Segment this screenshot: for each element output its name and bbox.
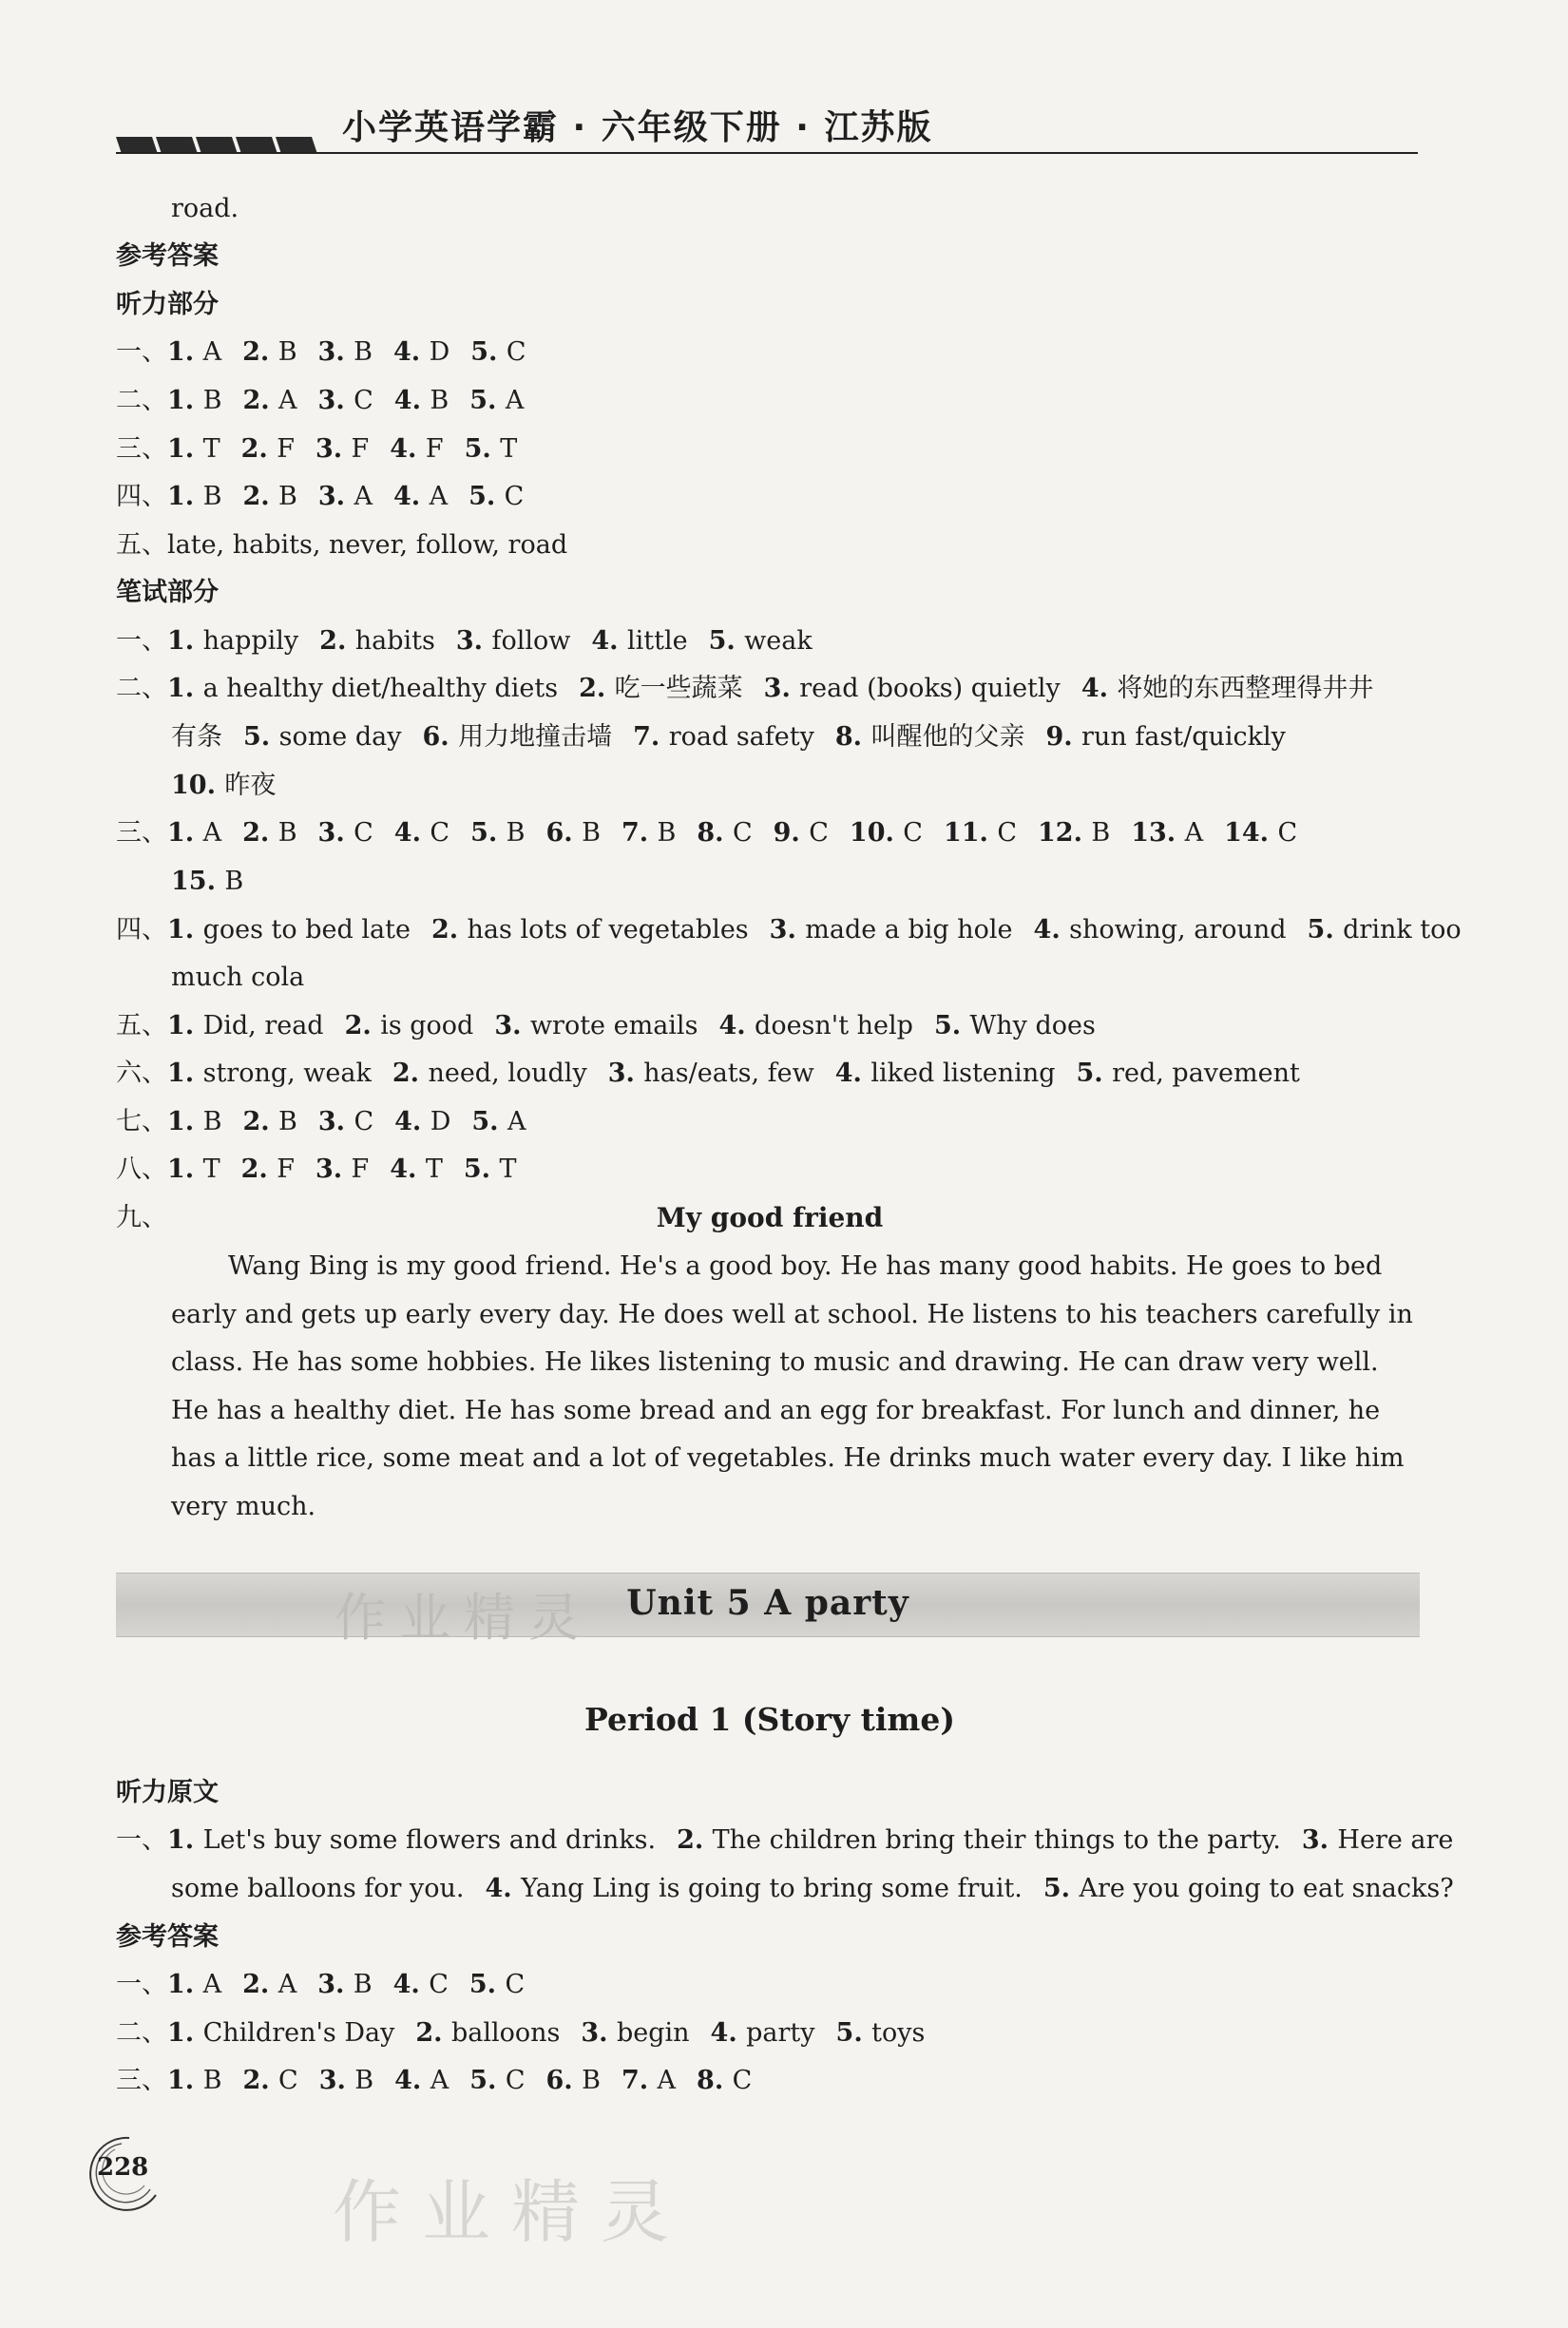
item-answer: liked listening (870, 1059, 1056, 1088)
item-number: 4. (392, 337, 430, 367)
item-answer: some day (278, 722, 402, 752)
item-answer: made a big hole (805, 915, 1013, 945)
item-number: 4. (392, 1970, 430, 1999)
item-answer: Yang Ling is going to bring some fruit. (521, 1874, 1023, 1903)
item-answer: toys (871, 2018, 926, 2048)
item-answer: A (429, 482, 449, 511)
row-label: 九、 (116, 1203, 167, 1232)
item-answer: 将她的东西整理得井井 (1117, 674, 1374, 703)
item-number: 4. (394, 2066, 430, 2095)
item-number: 2. (240, 1154, 277, 1184)
item-number: 3. (455, 626, 492, 656)
item-answer: some balloons for you. (171, 1874, 465, 1903)
answer-row (116, 336, 526, 369)
item-number: 5. (470, 818, 507, 848)
listening-heading: 听力部分 (116, 290, 219, 319)
item-answer: goes to bed late (202, 915, 411, 945)
item-number: 2. (430, 915, 468, 945)
item-answer: B (1091, 818, 1111, 848)
row-text: late, habits, never, follow, road (167, 530, 568, 560)
item-number: 7. (621, 818, 658, 848)
item-answer: A (430, 2066, 449, 2095)
item-answer: C (506, 337, 526, 367)
item-answer: B (277, 818, 297, 848)
row-label: 六、 (116, 1059, 167, 1088)
answer-row (116, 673, 1373, 705)
item-number: 5. (708, 626, 745, 656)
answer-row (116, 1969, 525, 2001)
item-answer: habits (354, 626, 435, 656)
item-answer: C (354, 386, 373, 415)
item-number: 3. (494, 1011, 530, 1040)
row-label: 二、 (116, 386, 167, 415)
item-answer: A (202, 818, 222, 848)
item-number: 2. (415, 2018, 451, 2048)
header-rule (116, 152, 1418, 154)
item-answer: F (277, 1154, 295, 1184)
item-answer: T (499, 1154, 517, 1184)
item-number: 1. (167, 337, 203, 367)
item-answer: B (202, 482, 222, 511)
item-answer: wrote emails (529, 1011, 698, 1040)
item-number: 1. (167, 2018, 203, 2048)
item-answer: C (354, 818, 373, 848)
item-number: 5. (1076, 1059, 1113, 1088)
item-answer: follow (491, 626, 571, 656)
item-answer: B (430, 386, 449, 415)
item-answer: D (429, 337, 450, 367)
item-answer: C (903, 818, 923, 848)
item-answer: B (354, 337, 373, 367)
essay-paragraph: Wang Bing is my good friend. He's a good boy. He has many good habits. He goes to bed early and gets up early every day. He does well at school. He listens to his teachers carefully in class. He has some hobbies. He likes listening to music and drawing. He can draw very well. He has a healthy diet. He has some bread and an egg for breakfast. For lunch and dinner, he has a little rice, some meat and a lot of vegetables. He drinks much water every day. I like him very much. (171, 1251, 1413, 1521)
item-answer: B (202, 1107, 222, 1136)
answer-row (116, 385, 524, 417)
item-answer: C (809, 818, 829, 848)
item-number: 3. (1301, 1825, 1338, 1855)
item-number: 2. (240, 434, 277, 464)
item-answer: A (202, 1970, 222, 1999)
answer-row (171, 770, 276, 802)
item-number: 2. (677, 1825, 713, 1855)
header-title: 小学英语学霸 · 六年级下册 · 江苏版 (342, 108, 933, 147)
item-number: 5. (471, 1107, 507, 1136)
answer-row (116, 1010, 1096, 1042)
row-label: 四、 (116, 915, 167, 945)
item-number: 3. (769, 915, 806, 945)
item-number: 5. (469, 386, 506, 415)
item-answer: 有条 (171, 722, 222, 752)
item-answer: has/eats, few (643, 1059, 814, 1088)
item-answer: Children's Day (202, 2018, 395, 2048)
item-number: 10. (849, 818, 904, 848)
item-number: 9. (773, 818, 810, 848)
item-answer: F (351, 1154, 370, 1184)
item-answer: B (202, 2066, 222, 2095)
item-number: 3. (763, 674, 800, 703)
answer-row (116, 625, 813, 658)
answer-row (116, 817, 1297, 849)
row-label: 一、 (116, 337, 167, 367)
period-title: Period 1 (Story time) (584, 1701, 955, 1738)
item-number: 4. (710, 2018, 747, 2048)
item-answer: C (505, 1970, 526, 1999)
item-answer: 用力地撞击墙 (458, 722, 613, 752)
item-number: 4. (390, 1154, 426, 1184)
item-answer: Let's buy some flowers and drinks. (202, 1825, 657, 1855)
item-answer: T (202, 1154, 220, 1184)
item-number: 3. (317, 337, 354, 367)
item-number: 11. (943, 818, 998, 848)
answers-heading: 参考答案 (116, 241, 219, 271)
item-answer: B (506, 818, 526, 848)
item-answer: D (430, 1107, 451, 1136)
item-number: 5. (1307, 915, 1344, 945)
item-number: 3. (317, 1970, 354, 1999)
item-answer: showing, around (1069, 915, 1287, 945)
row-label: 四、 (116, 482, 167, 511)
item-number: 4. (393, 818, 430, 848)
item-answer: The children bring their things to the party. (712, 1825, 1281, 1855)
item-number: 3. (317, 818, 354, 848)
item-answer: B (202, 386, 222, 415)
item-number: 5. (933, 1011, 970, 1040)
watermark: 作业精灵 (333, 2172, 691, 2252)
item-answer: B (657, 818, 677, 848)
item-answer: C (1277, 818, 1298, 848)
item-answer: 昨夜 (224, 771, 277, 800)
item-answer: a healthy diet/healthy diets (202, 674, 559, 703)
item-number: 1. (167, 1059, 203, 1088)
item-number: 5. (243, 722, 279, 752)
item-number: 15. (171, 867, 225, 896)
item-answer: C (429, 1970, 449, 1999)
item-number: 8. (697, 2066, 733, 2095)
item-number: 1. (167, 482, 203, 511)
item-answer: A (202, 337, 222, 367)
page-number-badge (63, 2128, 167, 2218)
item-number: 10. (171, 771, 225, 800)
item-number: 4. (1080, 674, 1118, 703)
item-number: 6. (422, 722, 459, 752)
item-answer: C (354, 1107, 374, 1136)
item-answer: B (278, 482, 297, 511)
item-number: 1. (167, 915, 203, 945)
row-label: 一、 (116, 626, 167, 656)
header-stripe-decoration (116, 133, 335, 158)
item-answer: B (354, 2066, 374, 2095)
item-answer: happily (202, 626, 299, 656)
item-number: 5. (468, 1970, 506, 1999)
item-number: 3. (315, 434, 352, 464)
item-number: 5. (1042, 1874, 1080, 1903)
item-number: 5. (835, 2018, 872, 2048)
row-label: 二、 (116, 674, 167, 703)
answer-row (116, 433, 517, 466)
item-answer: party (746, 2018, 815, 2048)
row-label: 八、 (116, 1154, 167, 1184)
item-answer: B (582, 2066, 601, 2095)
answer-row (116, 2017, 925, 2050)
item-number: 14. (1224, 818, 1278, 848)
item-number: 1. (167, 674, 203, 703)
item-answer: C (732, 818, 753, 848)
item-number: 3. (317, 386, 354, 415)
answer-row-continued: much cola (171, 963, 305, 992)
item-number: 2. (579, 674, 615, 703)
item-number: 4. (485, 1874, 522, 1903)
item-answer: A (507, 1107, 526, 1136)
item-number: 4. (392, 482, 430, 511)
item-number: 2. (242, 482, 279, 511)
item-answer: C (278, 2066, 298, 2095)
row-label: 一、 (116, 1825, 167, 1855)
item-number: 5. (464, 434, 501, 464)
script-row (116, 1824, 1453, 1857)
item-number: 1. (167, 818, 203, 848)
item-number: 2. (242, 1107, 279, 1136)
item-number: 4. (834, 1059, 871, 1088)
item-number: 12. (1038, 818, 1092, 848)
item-number: 4. (390, 434, 426, 464)
item-number: 8. (834, 722, 871, 752)
item-number: 1. (167, 434, 203, 464)
item-number: 4. (393, 386, 430, 415)
item-answer: A (354, 482, 373, 511)
item-number: 3. (607, 1059, 644, 1088)
item-answer: T (202, 434, 220, 464)
item-number: 4. (591, 626, 627, 656)
item-answer: B (353, 1970, 373, 1999)
item-answer: C (997, 818, 1017, 848)
item-number: 4. (1033, 915, 1070, 945)
item-answer: drink too (1343, 915, 1462, 945)
item-answer: T (500, 434, 518, 464)
answer-row (116, 1106, 526, 1138)
row-label: 五、 (116, 530, 167, 560)
row-label: 三、 (116, 818, 167, 848)
item-answer: Are you going to eat snacks? (1079, 1874, 1454, 1903)
answer-row (116, 2065, 752, 2097)
answer-row (116, 914, 1462, 946)
watermark: 作业精灵 (335, 1588, 593, 1648)
item-number: 3. (317, 482, 354, 511)
item-number: 5. (470, 337, 507, 367)
item-number: 8. (697, 818, 733, 848)
item-answer: C (430, 818, 450, 848)
item-number: 1. (167, 1154, 203, 1184)
item-number: 9. (1045, 722, 1082, 752)
item-number: 7. (633, 722, 669, 752)
item-number: 13. (1131, 818, 1185, 848)
item-number: 5. (468, 482, 505, 511)
item-number: 3. (581, 2018, 617, 2048)
item-answer: B (278, 1107, 297, 1136)
written-heading: 笔试部分 (116, 578, 219, 607)
item-answer: F (425, 434, 444, 464)
item-number: 1. (167, 1011, 203, 1040)
script-row (171, 1873, 1454, 1905)
item-answer: A (1184, 818, 1204, 848)
page-number: 228 (97, 2153, 149, 2182)
item-number: 3. (318, 2066, 355, 2095)
answer-row (116, 481, 524, 513)
item-number: 7. (621, 2066, 658, 2095)
row-label: 三、 (116, 2066, 167, 2095)
item-number: 6. (545, 818, 583, 848)
item-number: 3. (315, 1154, 352, 1184)
item-answer: Why does (969, 1011, 1096, 1040)
item-number: 1. (167, 1107, 203, 1136)
answer-row (116, 1058, 1300, 1090)
item-number: 1. (167, 2066, 203, 2095)
item-answer: has lots of vegetables (467, 915, 749, 945)
item-answer: T (425, 1154, 443, 1184)
item-number: 6. (545, 2066, 583, 2095)
item-answer: A (505, 386, 525, 415)
item-answer: C (505, 2066, 526, 2095)
item-number: 2. (242, 1970, 278, 1999)
script-heading: 听力原文 (116, 1778, 219, 1807)
item-number: 4. (394, 1107, 430, 1136)
item-answer: Did, read (202, 1011, 324, 1040)
item-number: 1. (167, 1825, 203, 1855)
item-answer: weak (744, 626, 813, 656)
item-answer: B (224, 867, 244, 896)
item-answer: run fast/quickly (1081, 722, 1286, 752)
item-answer: A (277, 1970, 297, 1999)
item-number: 2. (319, 626, 355, 656)
item-answer: Here are (1337, 1825, 1454, 1855)
answers-heading: 参考答案 (116, 1922, 219, 1952)
row-label: 三、 (116, 434, 167, 464)
item-answer: 吃一些蔬菜 (614, 674, 743, 703)
item-answer: F (351, 434, 370, 464)
item-answer: A (657, 2066, 677, 2095)
row-label: 七、 (116, 1107, 167, 1136)
row-label: 五、 (116, 1011, 167, 1040)
row-label: 二、 (116, 2018, 167, 2048)
item-answer: B (277, 337, 297, 367)
item-answer: C (732, 2066, 753, 2095)
item-answer: C (504, 482, 525, 511)
answer-row (116, 529, 567, 562)
item-answer: doesn't help (755, 1011, 913, 1040)
continuation-text: road. (171, 194, 239, 223)
item-number: 2. (242, 386, 279, 415)
item-answer: is good (380, 1011, 474, 1040)
item-number: 2. (392, 1059, 429, 1088)
answer-row (116, 1154, 516, 1186)
item-number: 2. (344, 1011, 381, 1040)
item-answer: balloons (450, 2018, 561, 2048)
item-number: 4. (718, 1011, 755, 1040)
item-answer: B (582, 818, 601, 848)
item-answer: begin (616, 2018, 690, 2048)
item-number: 2. (242, 337, 278, 367)
item-number: 2. (242, 818, 278, 848)
answer-row (171, 721, 1286, 754)
item-answer: 叫醒他的父亲 (870, 722, 1025, 752)
item-number: 1. (167, 386, 203, 415)
answer-row (171, 866, 243, 898)
item-answer: A (278, 386, 297, 415)
row-label: 一、 (116, 1970, 167, 1999)
item-answer: need, loudly (428, 1059, 587, 1088)
essay-title: My good friend (656, 1202, 884, 1233)
item-number: 5. (469, 2066, 506, 2095)
item-answer: read (books) quietly (799, 674, 1061, 703)
item-number: 1. (167, 1970, 203, 1999)
item-answer: red, pavement (1112, 1059, 1300, 1088)
unit-title: Unit 5 A party (626, 1583, 909, 1623)
item-answer: F (277, 434, 295, 464)
item-answer: little (626, 626, 688, 656)
item-number: 1. (167, 626, 203, 656)
item-answer: road safety (668, 722, 814, 752)
item-answer: strong, weak (202, 1059, 372, 1088)
item-number: 2. (242, 2066, 279, 2095)
unit-banner (116, 1573, 1420, 1648)
item-number: 3. (317, 1107, 354, 1136)
item-number: 5. (463, 1154, 500, 1184)
